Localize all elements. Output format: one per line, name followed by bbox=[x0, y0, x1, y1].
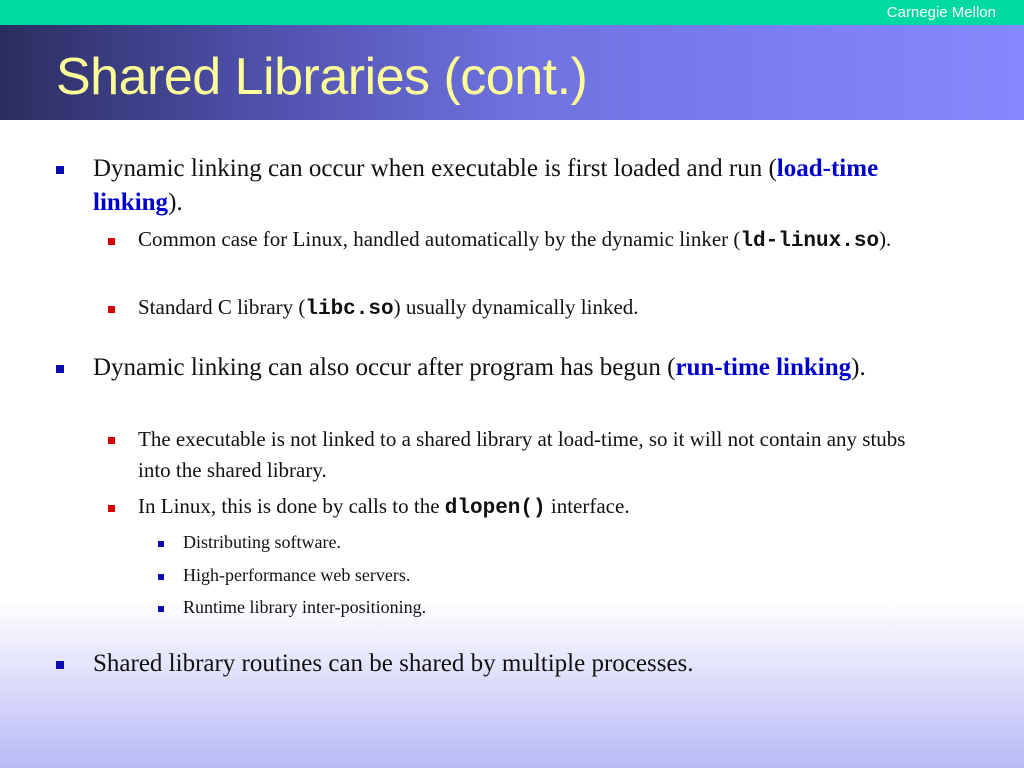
text-segment: Standard C library ( bbox=[138, 295, 306, 319]
bullet-text: Distributing software. bbox=[183, 532, 341, 552]
text-segment: ) usually dynamically linked. bbox=[393, 295, 639, 319]
text-segment: ). bbox=[168, 189, 183, 216]
code-term: ld-linux.so bbox=[740, 230, 880, 253]
bullet-text bbox=[138, 224, 938, 257]
bullet-text bbox=[138, 491, 938, 524]
bullet-square-icon bbox=[56, 661, 64, 669]
bullet-square-icon bbox=[56, 166, 64, 174]
bullet-square-icon bbox=[158, 606, 164, 612]
bullet-text: The executable is not linked to a shared library at load-time, so it will not contain any stubs into the shared library. bbox=[138, 427, 906, 482]
bullet-square-icon bbox=[56, 365, 64, 373]
bullet-text bbox=[93, 351, 893, 385]
text-segment: Dynamic linking can occur when executable is first loaded and run ( bbox=[93, 155, 777, 182]
text-segment: Dynamic linking can also occur after program has begun ( bbox=[93, 354, 676, 381]
bullet-text: High-performance web servers. bbox=[183, 565, 411, 585]
text-segment: ). bbox=[879, 227, 892, 251]
code-term: dlopen() bbox=[444, 497, 546, 520]
code-term: libc.so bbox=[305, 298, 394, 321]
text-segment: interface. bbox=[550, 494, 630, 518]
keyword-term: load-time linking bbox=[93, 155, 879, 216]
bullet-text bbox=[138, 292, 938, 325]
text-segment: In Linux, this is done by calls to the bbox=[138, 494, 445, 518]
institution-name: Carnegie Mellon bbox=[886, 4, 996, 21]
bullet-square-icon bbox=[108, 306, 115, 313]
text-segment: ). bbox=[851, 354, 866, 381]
bullet-text: Shared library routines can be shared by multiple processes. bbox=[93, 650, 694, 677]
bullet-text bbox=[93, 152, 943, 220]
keyword-term: run-time linking bbox=[675, 354, 852, 381]
bullet-square-icon bbox=[108, 505, 115, 512]
bullet-square-icon bbox=[158, 541, 164, 547]
bullet-square-icon bbox=[158, 574, 164, 580]
bullet-square-icon bbox=[108, 238, 115, 245]
slide-title: Shared Libraries (cont.) bbox=[56, 48, 588, 106]
bullet-square-icon bbox=[108, 437, 115, 444]
bullet-text: Runtime library inter-positioning. bbox=[183, 597, 427, 617]
text-segment: Common case for Linux, handled automatically by the dynamic linker ( bbox=[138, 227, 741, 251]
